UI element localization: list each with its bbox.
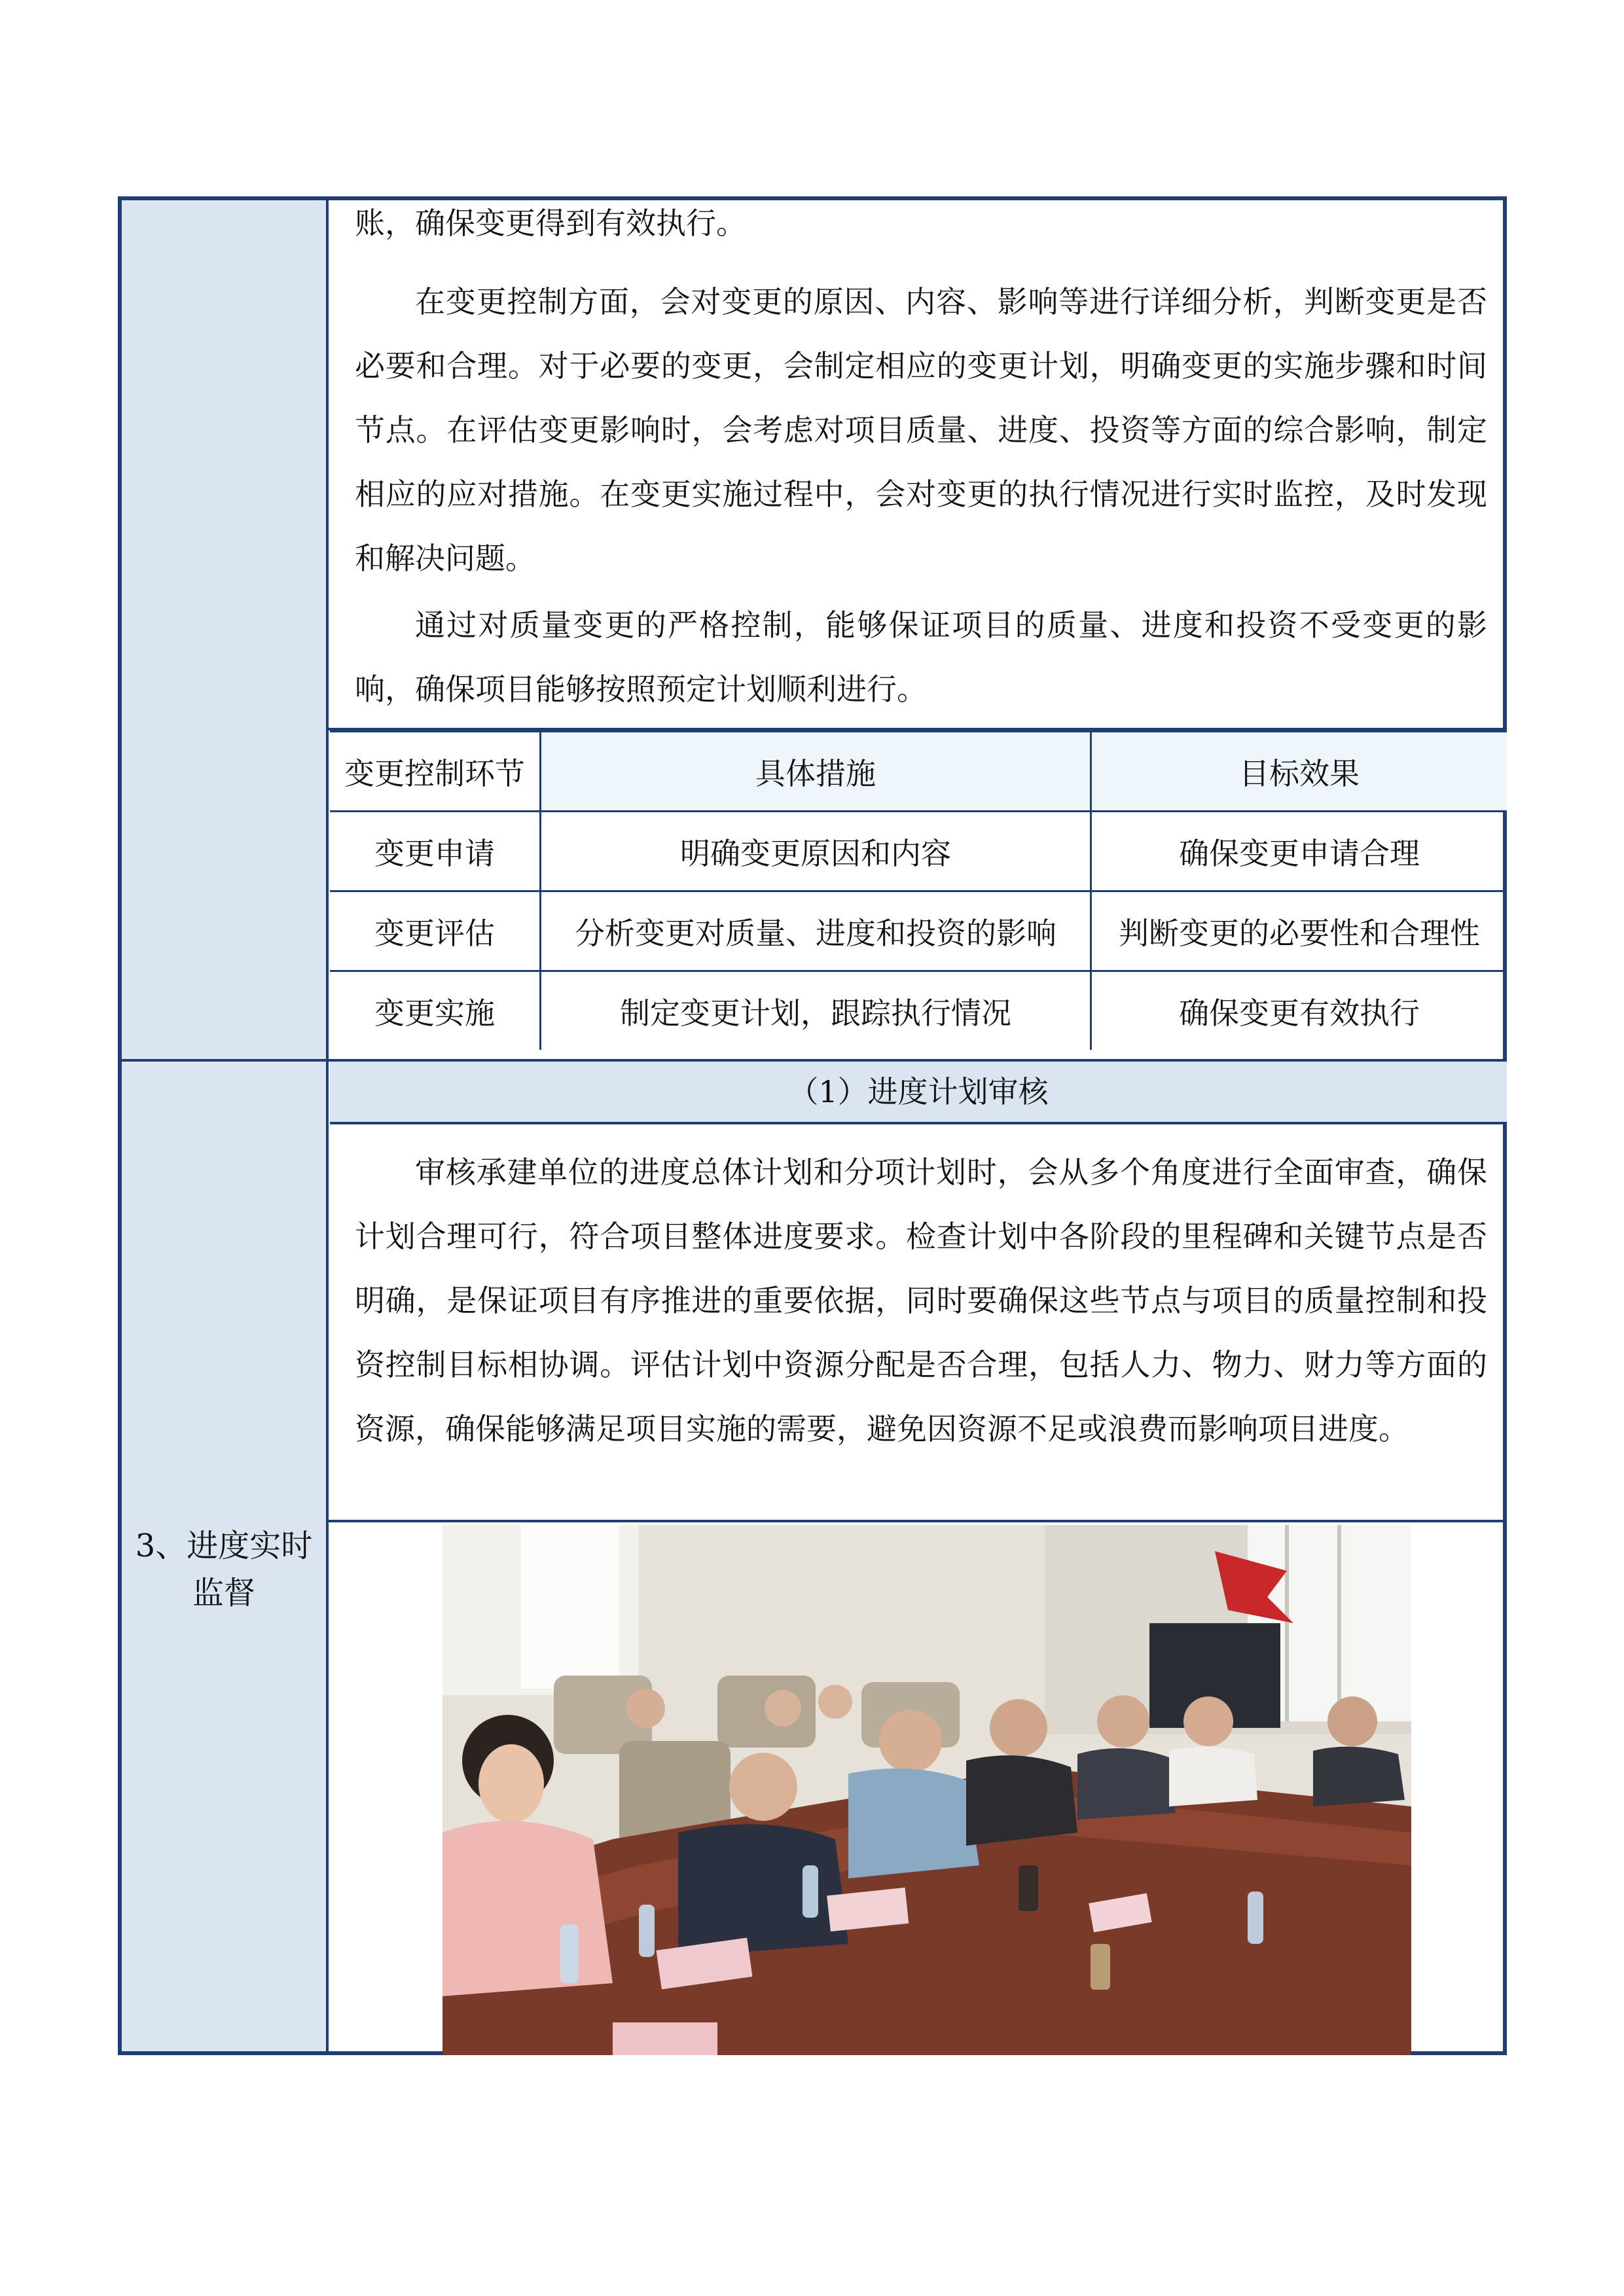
table-cell: 确保变更申请合理 — [1091, 812, 1507, 891]
left-label-column — [122, 200, 329, 2051]
table-row — [330, 812, 1507, 891]
table-header: 变更控制环节 — [330, 732, 541, 812]
table-cell: 变更申请 — [330, 812, 541, 891]
paragraph-schedule-review: 审核承建单位的进度总体计划和分项计划时，会从多个角度进行全面审查，确保计划合理可行，符合项目整体进度要求。检查计划中各阶段的里程碑和关键节点是否明确，是保证项目有序推进的重要依据，同时要确保这些节点与项目的质量控制和投资控制目标相协调。评估计划中资源分配是否合理，包括人力、物力、财力等方面的资源，确保能够满足项目实施的需要，避免因资源不足或浪费而影响项目进度。 — [355, 1155, 1487, 1446]
table-header: 目标效果 — [1091, 732, 1507, 812]
table-cell: 判断变更的必要性和合理性 — [1091, 891, 1507, 971]
table-cell: 分析变更对质量、进度和投资的影响 — [541, 891, 1091, 971]
table-header: 具体措施 — [541, 732, 1091, 812]
paragraph-change-control: 在变更控制方面，会对变更的原因、内容、影响等进行详细分析，判断变更是否必要和合理。对于必要的变更，会制定相应的变更计划，明确变更的实施步骤和时间节点。在评估变更影响时，会考虑对项目质量、进度、投资等方面的综合影响，制定相应的应对措施。在变更实施过程中，会对变更的执行情况进行实时监控，及时发现和解决问题。 — [355, 284, 1487, 576]
change-control-table — [330, 730, 1507, 1050]
table-cell: 制定变更计划，跟踪执行情况 — [541, 971, 1091, 1050]
table-cell: 明确变更原因和内容 — [541, 812, 1091, 891]
content-table-frame — [118, 196, 1507, 2055]
divider — [329, 1520, 1507, 1522]
table-cell: 确保变更有效执行 — [1091, 971, 1507, 1050]
subheading: （1）进度计划审核 — [330, 1062, 1507, 1124]
table-cell: 变更评估 — [330, 891, 541, 971]
table-cell: 变更实施 — [330, 971, 541, 1050]
section-label: 3、进度实时监督 — [135, 1528, 313, 1611]
table-row — [330, 891, 1507, 971]
table-row — [330, 971, 1507, 1050]
table-header-row — [330, 732, 1507, 812]
meeting-photo — [442, 1525, 1411, 2055]
meeting-photo-illustration — [442, 1525, 1411, 2055]
paragraph-continuation: 账，确保变更得到有效执行。 — [355, 206, 746, 241]
paragraph-strict-control: 通过对质量变更的严格控制，能够保证项目的质量、进度和投资不受变更的影响，确保项目能够按照预定计划顺利进行。 — [355, 607, 1487, 707]
